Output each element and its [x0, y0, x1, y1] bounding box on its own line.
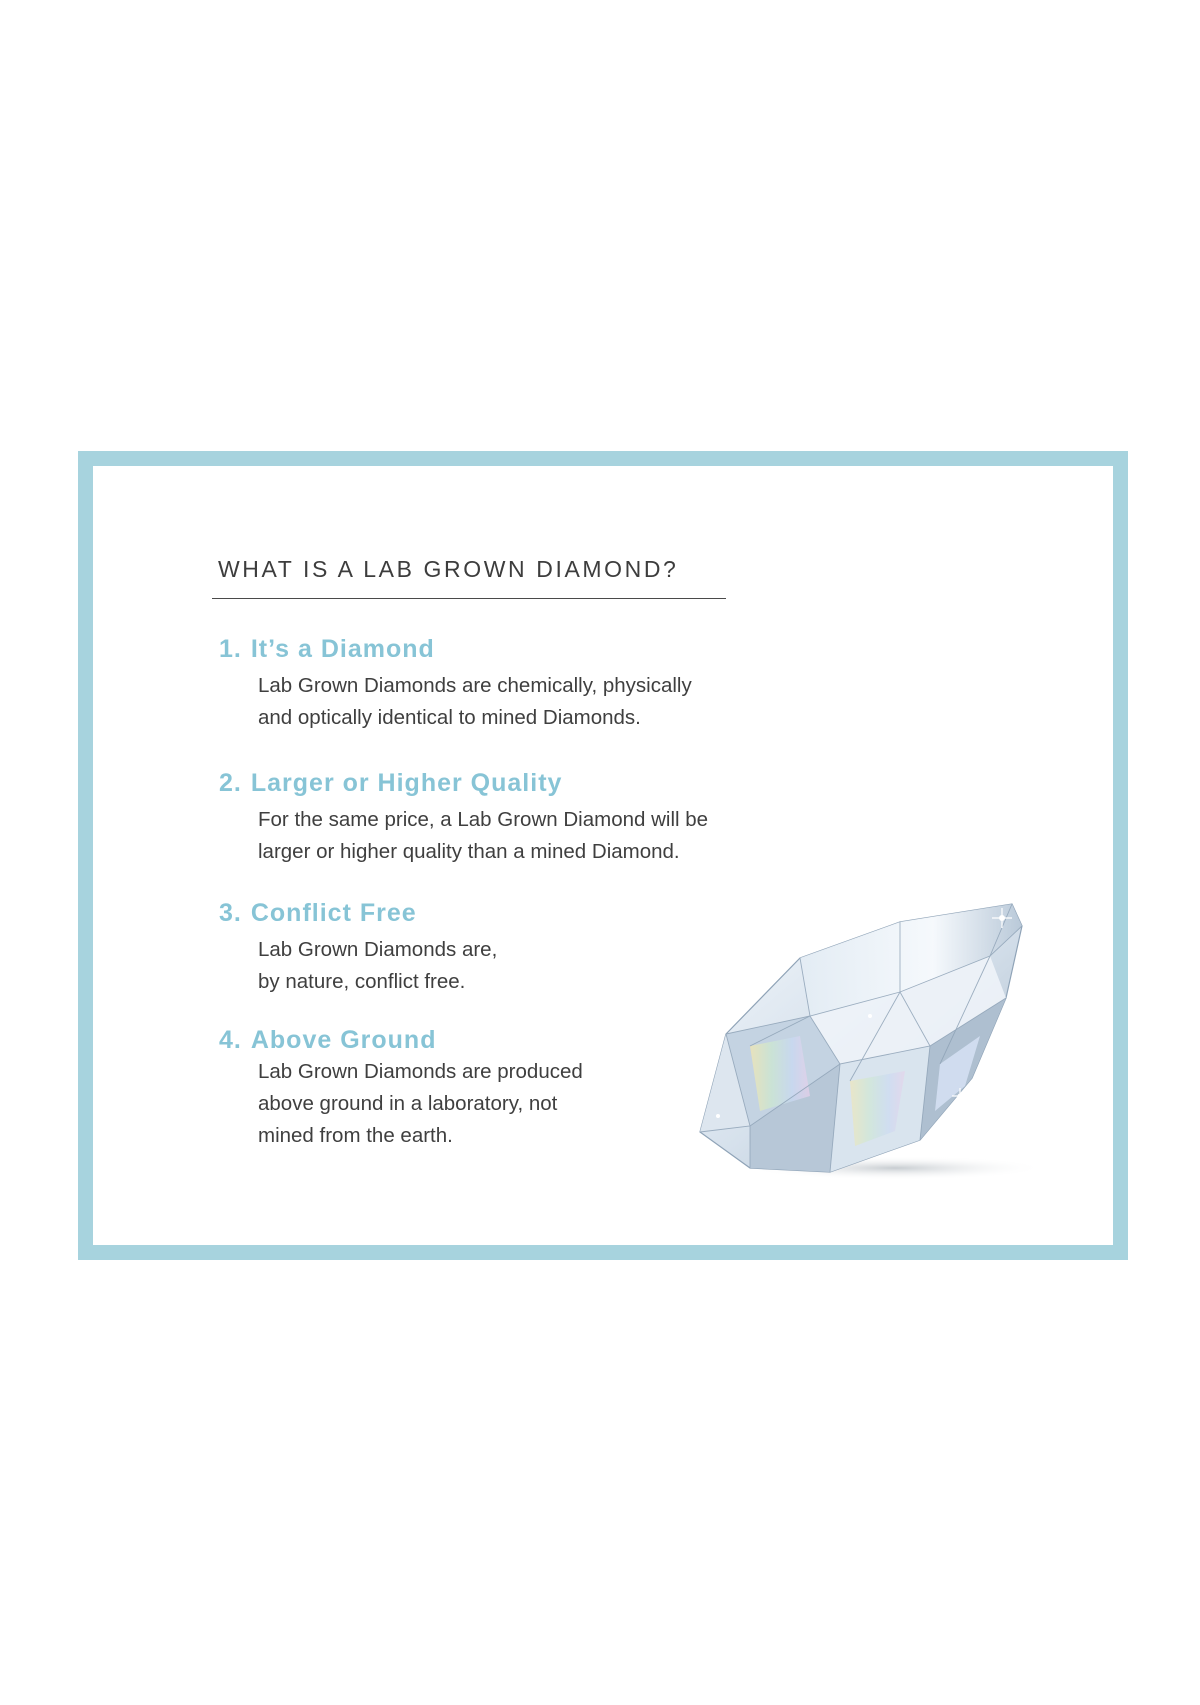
diamond-image: [690, 896, 1060, 1186]
item-title: [219, 1025, 583, 1055]
item-description-line: Lab Grown Diamonds are produced: [258, 1060, 583, 1083]
item-description: [258, 670, 692, 734]
item-number: 3.: [219, 899, 242, 927]
item-title-text: Larger or Higher Quality: [250, 769, 563, 797]
item-description: [258, 934, 497, 998]
item-number: 1.: [219, 635, 242, 663]
item-title-text: It’s a Diamond: [250, 635, 435, 663]
item-description: [258, 804, 708, 868]
list-item: [219, 898, 497, 998]
page-title: WHAT IS A LAB GROWN DIAMOND?: [218, 556, 679, 582]
item-title-text: Above Ground: [250, 1026, 437, 1054]
list-item: [219, 634, 692, 734]
item-number: 4.: [219, 1026, 242, 1054]
item-title-text: Conflict Free: [250, 899, 417, 927]
list-item: [219, 768, 708, 868]
item-title: [219, 634, 692, 664]
item-description-line: and optically identical to mined Diamonds.: [258, 706, 641, 729]
item-description-line: For the same price, a Lab Grown Diamond will be: [258, 808, 709, 831]
item-title: [219, 768, 708, 798]
item-description-line: above ground in a laboratory, not: [258, 1092, 558, 1115]
item-number: 2.: [219, 769, 242, 797]
item-description: [258, 1056, 583, 1152]
item-description-line: Lab Grown Diamonds are chemically, physically: [258, 674, 692, 697]
item-description-line: larger or higher quality than a mined Diamond.: [258, 840, 680, 863]
item-description-line: mined from the earth.: [258, 1124, 453, 1147]
item-title: [219, 898, 497, 928]
title-underline: [212, 598, 726, 599]
list-item: [219, 1025, 583, 1152]
item-description-line: Lab Grown Diamonds are,: [258, 938, 498, 961]
item-description-line: by nature, conflict free.: [258, 970, 466, 993]
